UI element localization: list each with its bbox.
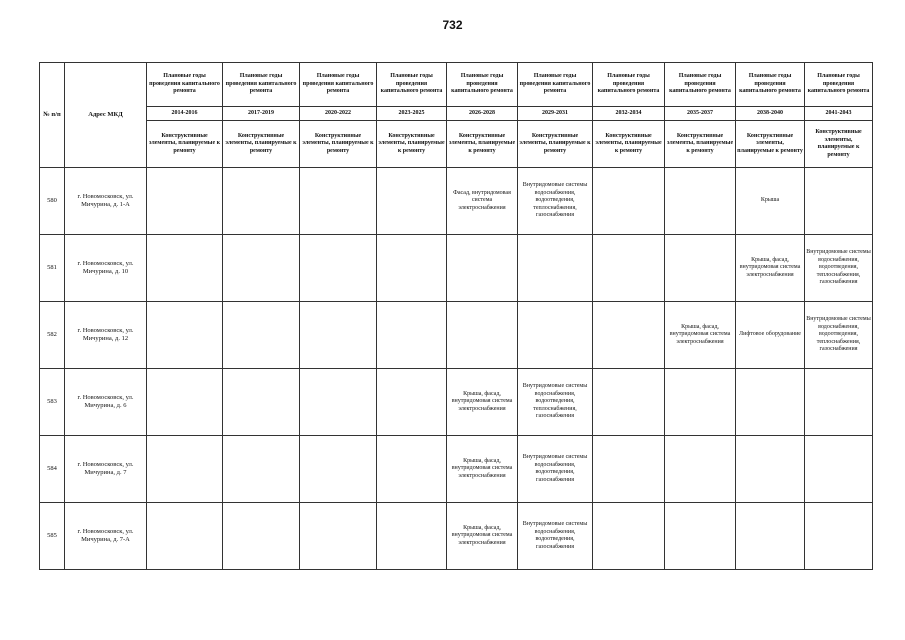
work-cell (665, 503, 736, 570)
plan-header: Плановые годы проведения капитального ремонта (593, 63, 665, 107)
work-cell (665, 168, 736, 235)
work-cell: Внутридомовые системы водоснабжения, водоотведения, теплоснабжения, газоснабжения (518, 369, 593, 436)
row-number: 585 (40, 503, 65, 570)
work-cell (377, 302, 447, 369)
work-cell (223, 302, 300, 369)
capital-repair-table (39, 62, 873, 570)
work-cell (593, 168, 665, 235)
table-row (40, 436, 873, 503)
plan-header: Плановые годы проведения капитального ремонта (518, 63, 593, 107)
work-cell (736, 503, 805, 570)
plan-header: Плановые годы проведения капитального ремонта (223, 63, 300, 107)
period-header: 2017-2019 (223, 107, 300, 121)
work-cell (223, 369, 300, 436)
period-header: 2014-2016 (147, 107, 223, 121)
elements-header: Конструктивные элементы, планируемые к ремонту (736, 121, 805, 168)
row-number: 583 (40, 369, 65, 436)
work-cell (300, 436, 377, 503)
work-cell (377, 369, 447, 436)
work-cell (377, 235, 447, 302)
table-row (40, 302, 873, 369)
work-cell: Крыша, фасад, внутридомовая система электроснабжения (447, 369, 518, 436)
period-header: 2041-2043 (805, 107, 873, 121)
row-address: г. Новомосковск, ул. Мичурина, д. 7-А (65, 503, 147, 570)
work-cell (147, 436, 223, 503)
work-cell (447, 302, 518, 369)
elements-header: Конструктивные элементы, планируемые к ремонту (377, 121, 447, 168)
work-cell (518, 235, 593, 302)
header-row-periods (40, 107, 873, 121)
work-cell (377, 168, 447, 235)
work-cell: Крыша, фасад, внутридомовая система электроснабжения (447, 436, 518, 503)
work-cell (805, 168, 873, 235)
work-cell (377, 436, 447, 503)
work-cell (300, 302, 377, 369)
work-cell (736, 436, 805, 503)
work-cell: Внутридомовые системы водоснабжения, водоотведения, теплоснабжения, газоснабжения (805, 302, 873, 369)
row-address: г. Новомосковск, ул. Мичурина, д. 1-А (65, 168, 147, 235)
elements-header: Конструктивные элементы, планируемые к ремонту (447, 121, 518, 168)
work-cell (223, 436, 300, 503)
work-cell: Внутридомовые системы водоснабжения, водоотведения, теплоснабжения, газоснабжения (518, 168, 593, 235)
elements-header: Конструктивные элементы, планируемые к ремонту (147, 121, 223, 168)
row-number: 582 (40, 302, 65, 369)
period-header: 2038-2040 (736, 107, 805, 121)
elements-header: Конструктивные элементы, планируемые к ремонту (518, 121, 593, 168)
table-row (40, 168, 873, 235)
work-cell: Крыша, фасад, внутридомовая система электроснабжения (665, 302, 736, 369)
work-cell (805, 436, 873, 503)
work-cell (223, 503, 300, 570)
plan-header: Плановые годы проведения капитального ремонта (147, 63, 223, 107)
work-cell (223, 168, 300, 235)
elements-header: Конструктивные элементы, планируемые к ремонту (300, 121, 377, 168)
work-cell (147, 369, 223, 436)
work-cell: Внутридомовые системы водоснабжения, водоотведения, газоснабжения (518, 436, 593, 503)
plan-header: Плановые годы проведения капитального ремонта (300, 63, 377, 107)
elements-header: Конструктивные элементы, планируемые к ремонту (665, 121, 736, 168)
work-cell (447, 235, 518, 302)
work-cell (665, 369, 736, 436)
work-cell: Внутридомовые системы водоснабжения, водоотведения, газоснабжения (518, 503, 593, 570)
row-address: г. Новомосковск, ул. Мичурина, д. 7 (65, 436, 147, 503)
work-cell: Крыша, фасад, внутридомовая система электроснабжения (736, 235, 805, 302)
plan-header: Плановые годы проведения капитального ремонта (805, 63, 873, 107)
period-header: 2026-2028 (447, 107, 518, 121)
work-cell (223, 235, 300, 302)
table-body (40, 168, 873, 570)
work-cell (147, 503, 223, 570)
work-cell (593, 235, 665, 302)
row-number: 581 (40, 235, 65, 302)
work-cell (300, 235, 377, 302)
header-row-plan (40, 63, 873, 107)
work-cell (300, 168, 377, 235)
work-cell (518, 302, 593, 369)
work-cell (147, 168, 223, 235)
work-cell (805, 503, 873, 570)
col-address-header: Адрес МКД (65, 63, 147, 168)
work-cell (593, 436, 665, 503)
work-cell (593, 503, 665, 570)
table-row (40, 369, 873, 436)
work-cell: Крыша (736, 168, 805, 235)
table-row (40, 235, 873, 302)
elements-header: Конструктивные элементы, планируемые к ремонту (223, 121, 300, 168)
work-cell (377, 503, 447, 570)
work-cell (593, 369, 665, 436)
elements-header: Конструктивные элементы, планируемые к ремонту (805, 121, 873, 168)
work-cell: Внутридомовые системы водоснабжения, водоотведения, теплоснабжения, газоснабжения (805, 235, 873, 302)
work-cell (736, 369, 805, 436)
period-header: 2020-2022 (300, 107, 377, 121)
plan-header: Плановые годы проведения капитального ремонта (377, 63, 447, 107)
period-header: 2023-2025 (377, 107, 447, 121)
row-number: 584 (40, 436, 65, 503)
plan-header: Плановые годы проведения капитального ремонта (736, 63, 805, 107)
work-cell (665, 235, 736, 302)
col-number-header: № п/п (40, 63, 65, 168)
work-cell (147, 235, 223, 302)
work-cell: Лифтовое оборудование (736, 302, 805, 369)
work-cell (805, 369, 873, 436)
period-header: 2035-2037 (665, 107, 736, 121)
work-cell: Крыша, фасад, внутридомовая система электроснабжения (447, 503, 518, 570)
work-cell: Фасад, внутридомовая система электроснабжения (447, 168, 518, 235)
row-address: г. Новомосковск, ул. Мичурина, д. 12 (65, 302, 147, 369)
plan-header: Плановые годы проведения капитального ремонта (447, 63, 518, 107)
work-cell (147, 302, 223, 369)
work-cell (300, 369, 377, 436)
work-cell (665, 436, 736, 503)
row-address: г. Новомосковск, ул. Мичурина, д. 10 (65, 235, 147, 302)
work-cell (593, 302, 665, 369)
row-number: 580 (40, 168, 65, 235)
elements-header: Конструктивные элементы, планируемые к ремонту (593, 121, 665, 168)
work-cell (300, 503, 377, 570)
row-address: г. Новомосковск, ул. Мичурина, д. 6 (65, 369, 147, 436)
page-number: 732 (442, 18, 463, 32)
period-header: 2032-2034 (593, 107, 665, 121)
table-row (40, 503, 873, 570)
plan-header: Плановые годы проведения капитального ремонта (665, 63, 736, 107)
period-header: 2029-2031 (518, 107, 593, 121)
header-row-elements (40, 121, 873, 168)
